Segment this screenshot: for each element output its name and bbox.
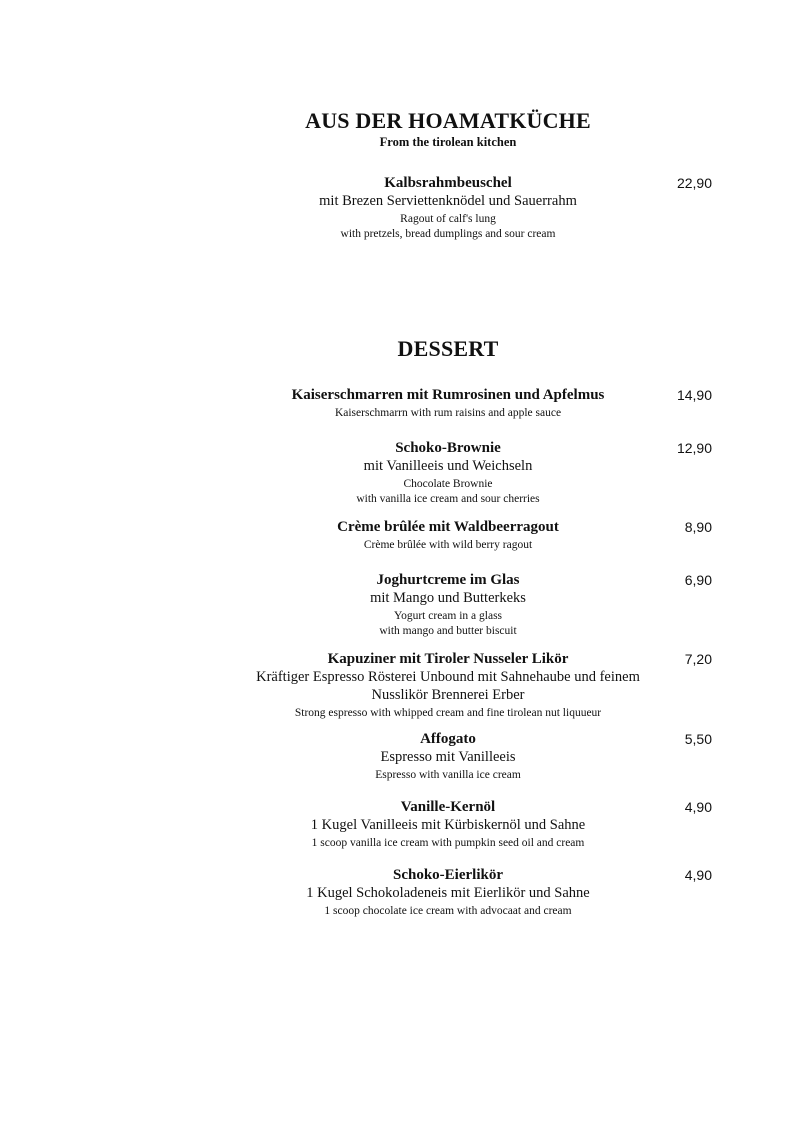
menu-item-description-de-line: Kräftiger Espresso Rösterei Unbound mit Sahnehaube und feinem [256,669,640,685]
menu-item-price: 6,90 [684,572,712,588]
menu-item-name: Kaiserschmarren mit Rumrosinen und Apfelmus [291,387,605,403]
menu-item-creme-brulee [198,518,698,553]
menu-item-vanille-kernoel [198,798,698,851]
menu-item-description-en: 1 scoop vanilla ice cream with pumpkin seed oil and cream [311,837,585,849]
menu-item-name: Schoko-Eierlikör [392,867,503,883]
menu-item-description-de-line: Nusslikör Brennerei Erber [371,687,525,703]
menu-item-description-de: mit Vanilleeis und Weichseln [363,458,533,474]
menu-item-description-de: Espresso mit Vanilleeis [380,749,516,765]
menu-item-kapuziner [198,650,698,721]
menu-item-price: 14,90 [676,387,712,403]
menu-item-description-en: Espresso with vanilla ice cream [375,769,521,781]
menu-item-price: 22,90 [676,175,712,191]
menu-item-description-de: mit Brezen Serviettenknödel und Sauerrahm [319,193,577,209]
menu-item-name: Crème brûlée mit Waldbeerragout [337,519,559,535]
menu-item-description-en-line: Yogurt cream in a glass [393,610,503,622]
menu-item-description-en: 1 scoop chocolate ice cream with advocaat and cream [324,905,572,917]
menu-item-description-en: Crème brûlée with wild berry ragout [363,539,533,551]
menu-item-name: Kapuziner mit Tiroler Nusseler Likör [327,651,569,667]
menu-item-description-en-line: Chocolate Brownie [403,478,493,490]
menu-item-description-en: Kaiserschmarrn with rum raisins and apple sauce [334,407,562,419]
menu-item-name: Vanille-Kernöl [400,799,496,815]
section-title-hoamatkueche: AUS DER HOAMATKÜCHE [305,108,591,133]
menu-item-kalbsrahmbeuschel [198,174,698,242]
menu-item-description-en-line: with vanilla ice cream and sour cherries [356,493,540,505]
menu-item-name: Affogato [420,731,476,747]
menu-item-description-en [198,477,698,507]
menu-item-joghurtcreme [198,571,698,639]
menu-item-name: Joghurtcreme im Glas [376,572,520,588]
menu-item-description-en-line: Ragout of calf's lung [400,213,496,225]
menu-item-description-en [198,212,698,242]
menu-item-schoko-eierlikoer [198,866,698,919]
menu-item-affogato [198,730,698,783]
menu-item-schoko-brownie [198,439,698,507]
menu-item-name: Kalbsrahmbeuschel [384,175,512,191]
menu-item-price: 7,20 [684,651,712,667]
menu-item-description-en-line: with pretzels, bread dumplings and sour cream [340,228,556,240]
menu-item-price: 8,90 [684,519,712,535]
menu-item-name: Schoko-Brownie [395,440,501,456]
menu-item-description-en-line: with mango and butter biscuit [379,625,517,637]
menu-item-description-de: 1 Kugel Vanilleeis mit Kürbiskernöl und Sahne [310,817,586,833]
menu-item-description-de: 1 Kugel Schokoladeneis mit Eierlikör und Sahne [306,885,590,901]
section-title-dessert: DESSERT [397,336,499,361]
menu-item-description-en [198,609,698,639]
menu-item-price: 12,90 [676,440,712,456]
menu-item-description-en: Strong espresso with whipped cream and fine tirolean nut liquueur [294,707,602,719]
menu-item-kaiserschmarren [198,386,698,421]
menu-item-description-de: mit Mango und Butterkeks [370,590,526,606]
menu-item-price: 5,50 [684,731,712,747]
menu-item-price: 4,90 [684,867,712,883]
section-subtitle-hoamatkueche: From the tirolean kitchen [379,135,517,149]
menu-item-price: 4,90 [684,799,712,815]
